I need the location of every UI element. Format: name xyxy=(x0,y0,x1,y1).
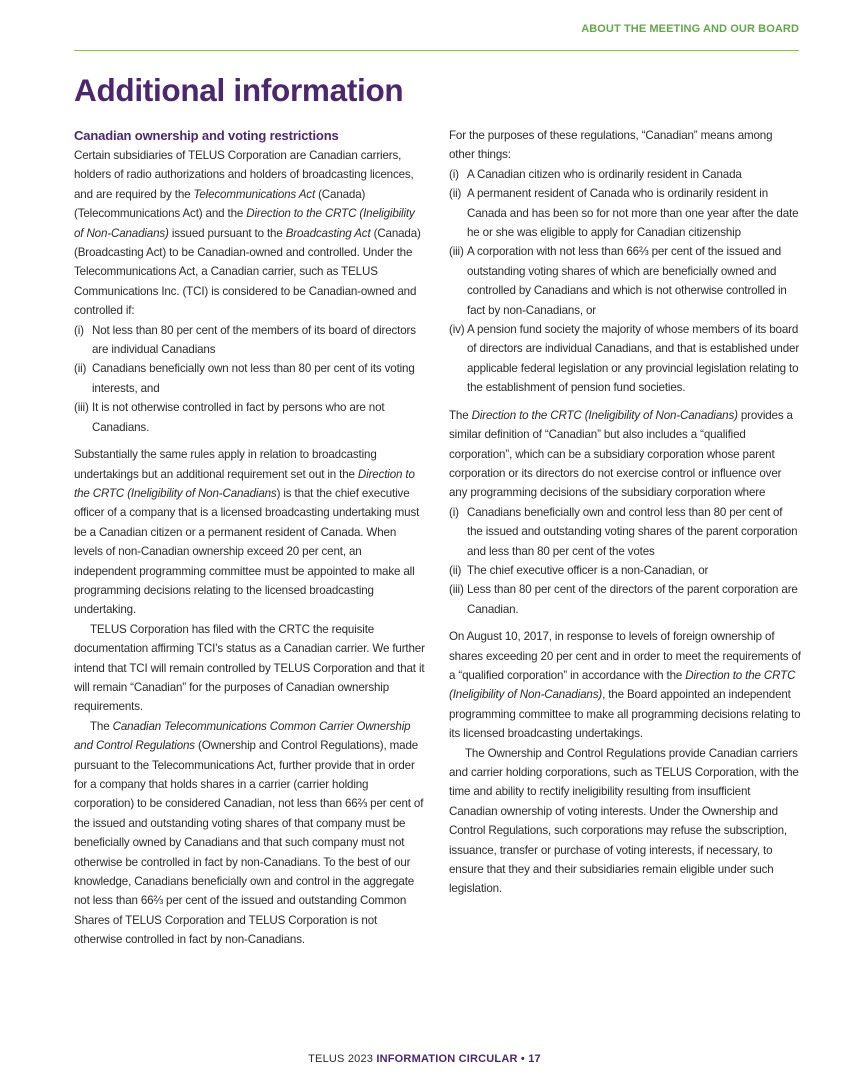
list-item: (ii) Canadians beneficially own not less than 80 per cent of its voting interests, and xyxy=(74,362,415,395)
page-header xyxy=(74,22,799,51)
ownership-criteria-list xyxy=(74,321,426,437)
left-column xyxy=(74,126,426,950)
section-label: ABOUT THE MEETING AND OUR BOARD xyxy=(581,23,799,35)
list-item: (iii) A corporation with not less than 66⅔ per cent of the issued and outstanding voting shares of which are beneficially owned and controlled by Canadians and which is not otherwise controlled in fact by non-Canadians, or xyxy=(449,245,787,317)
page-footer xyxy=(0,1053,849,1065)
page-title: Additional information xyxy=(74,72,404,108)
footer-doc-title: INFORMATION CIRCULAR xyxy=(376,1053,518,1065)
list-item: (iii) It is not otherwise controlled in fact by persons who are not Canadians. xyxy=(74,401,385,434)
footer-brand: TELUS 2023 xyxy=(308,1053,374,1065)
list-item: (ii) The chief executive officer is a non-Canadian, or xyxy=(449,563,709,577)
footer-separator: • xyxy=(520,1053,525,1065)
canadian-definition-list xyxy=(449,165,801,398)
paragraph: On August 10, 2017, in response to levels of foreign ownership of shares exceeding 20 per cent and in order to meet the requirements of a “qualified corporation” in accordance with the Direction to the CRTC (Ineligibility of Non-Canadians), the Board appointed an independent programming committee to make all programming decisions relating to its licensed broadcasting undertakings. xyxy=(449,630,801,741)
paragraph: Substantially the same rules apply in relation to broadcasting undertakings but an additional requirement set out in the Direction to the CRTC (Ineligibility of Non-Canadians) is that the chief executive officer of a company that is a licensed broadcasting undertaking must be a Canadian citizen or a permanent resident of Canada. When levels of non-Canadian ownership exceed 20 per cent, an independent programming committee must be appointed to make all programming decisions relating to the licensed broadcasting undertaking. xyxy=(74,448,420,617)
list-item: (i) Not less than 80 per cent of the members of its board of directors are individual Canadians xyxy=(74,323,416,357)
list-item: (iii) Less than 80 per cent of the directors of the parent corporation are Canadian. xyxy=(449,583,798,616)
paragraph: The Ownership and Control Regulations provide Canadian carriers and carrier holding corporations, such as TELUS Corporation, with the time and ability to rectify ineligibility resulting from insufficient Canadian ownership of voting interests. Under the Ownership and Control Regulations, such corporations may refuse the subscription, issuance, transfer or purchase of voting interests, if necessary, to ensure that they and their subsidiaries remain eligible under such legislation. xyxy=(449,746,799,896)
list-item: (ii) A permanent resident of Canada who is ordinarily resident in Canada and has been so for not more than one year after the date he or she was eligible to apply for Canadian citizenship xyxy=(449,187,799,240)
qualified-corporation-list xyxy=(449,503,801,619)
right-column xyxy=(449,126,801,899)
list-item: (i) A Canadian citizen who is ordinarily resident in Canada xyxy=(449,167,742,181)
list-item: (iv) A pension fund society the majority of whose members of its board of directors are individual Canadians, and that is established under applicable federal legislation or any provincial legislation relating to the establishment of pension fund societies. xyxy=(449,323,800,395)
paragraph: The Direction to the CRTC (Ineligibility of Non-Canadians) provides a similar definition of “Canadian” but also includes a “qualified corporation”, which can be a subsidiary corporation whose parent corporation or its directors do not exercise control or influence over any programming decisions of the subsidiary corporation where xyxy=(449,408,793,500)
paragraph: Certain subsidiaries of TELUS Corporation are Canadian carriers, holders of radio authorizations and holders of broadcasting licences, and are required by the Telecommunications Act (Canada) (Telecommunications Act) and the Direction to the CRTC (Ineligibility of Non-Canadians) issued pursuant to the Broadcasting Act (Canada) (Broadcasting Act) to be Canadian-owned and controlled. Under the Telecommunications Act, a Canadian carrier, such as TELUS Communications Inc. (TCI) is considered to be Canadian-owned and controlled if: xyxy=(74,149,421,318)
section-subheading: Canadian ownership and voting restrictions xyxy=(74,128,339,143)
paragraph: For the purposes of these regulations, “Canadian” means among other things: xyxy=(449,129,773,162)
page-number: 17 xyxy=(528,1053,541,1065)
paragraph: The Canadian Telecommunications Common Carrier Ownership and Control Regulations (Ownership and Control Regulations), made pursuant to the Telecommunications Act, further provide that in order for a company that holds shares in a carrier (carrier holding corporation) to be considered Canadian, not less than 66⅔ per cent of the issued and outstanding voting shares of that company must be beneficially owned by Canadians and that such company must not otherwise be controlled in fact by non-Canadians. To the best of our knowledge, Canadians beneficially own and control in the aggregate not less than 66⅔ per cent of the issued and outstanding Common Shares of TELUS Corporation and TELUS Corporation is not otherwise controlled in fact by non-Canadians. xyxy=(74,719,424,947)
list-item: (i) Canadians beneficially own and control less than 80 per cent of the issued and outstanding voting shares of the parent corporation and less than 80 per cent of the votes xyxy=(449,505,798,558)
paragraph: TELUS Corporation has filed with the CRTC the requisite documentation affirming TCI’s status as a Canadian carrier. We further intend that TCI will remain controlled by TELUS Corporation and that it will remain “Canadian” for the purposes of Canadian ownership requirements. xyxy=(74,622,425,714)
